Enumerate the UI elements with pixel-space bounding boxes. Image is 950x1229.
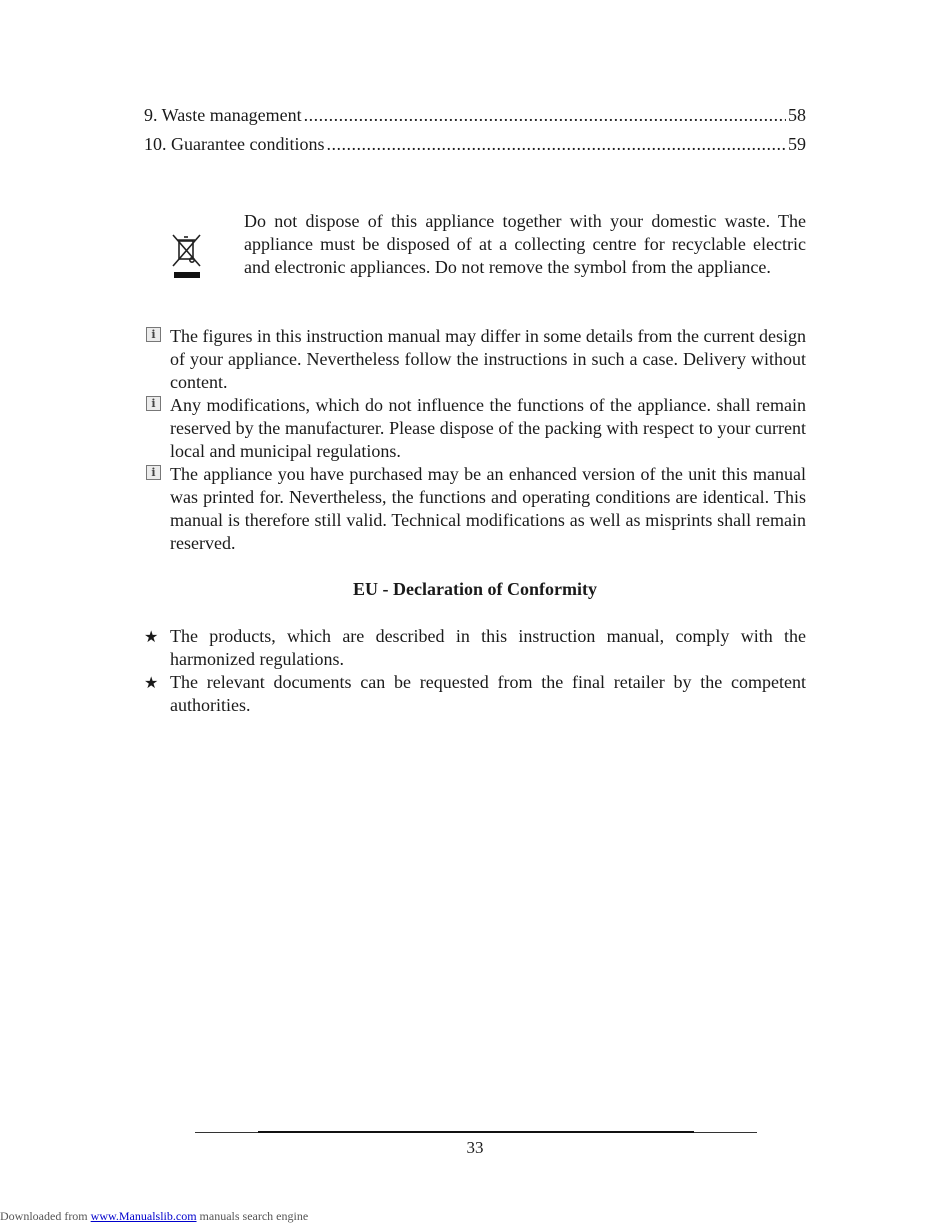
- waste-notice: [144, 210, 806, 279]
- download-prefix: Downloaded from: [0, 1209, 88, 1223]
- footer-rule-accent: [258, 1131, 694, 1133]
- conformity-list: [144, 625, 806, 717]
- toc-page: 58: [788, 105, 806, 125]
- star-icon: ★: [144, 627, 159, 646]
- waste-notice-text: Do not dispose of this appliance together with your domestic waste. The appliance must be disposed of at a collecting centre for recyclable electric and electronic appliances. Do not remove the symbol from the appliance.: [244, 211, 806, 277]
- note-text: Any modifications, which do not influence the functions of the appliance. shall remain reserved by the manufacturer. Please dispose of the packing with respect to your current local and municipal regulations.: [170, 395, 806, 461]
- manualslib-link[interactable]: www.Manualslib.com: [90, 1209, 197, 1223]
- toc-label: 9. Waste management: [144, 105, 302, 125]
- info-icon: i: [146, 396, 161, 411]
- note-item: [144, 463, 806, 555]
- note-text: The appliance you have purchased may be an enhanced version of the unit this manual was printed for. Nevertheless, the functions and operating conditions are identical. This manual is therefore still valid. Technical modifications as well as misprints shall remain reserved.: [170, 464, 806, 553]
- toc-label: 10. Guarantee conditions: [144, 134, 325, 154]
- toc-entry: [144, 132, 806, 156]
- note-item: [144, 394, 806, 463]
- toc-leader: [304, 103, 786, 127]
- conformity-item: [144, 625, 806, 671]
- conformity-item: [144, 671, 806, 717]
- crossed-out-wheelie-bin-icon: [170, 232, 204, 282]
- conformity-text: The products, which are described in this instruction manual, comply with the harmonized regulations.: [170, 626, 806, 669]
- toc-leader: [326, 132, 786, 156]
- conformity-text: The relevant documents can be requested from the final retailer by the competent authorities.: [170, 672, 806, 715]
- star-icon: ★: [144, 673, 159, 692]
- info-icon: i: [146, 327, 161, 342]
- download-note: [0, 1208, 308, 1224]
- note-list: [144, 325, 806, 555]
- info-icon: i: [146, 465, 161, 480]
- download-suffix: manuals search engine: [199, 1209, 309, 1223]
- toc-entry: [144, 103, 806, 127]
- note-text: The figures in this instruction manual may differ in some details from the current design of your appliance. Nevertheless follow the instructions in such a case. Delivery without content.: [170, 326, 806, 392]
- conformity-heading: EU - Declaration of Conformity: [353, 579, 597, 599]
- table-of-contents: [144, 103, 806, 156]
- toc-page: 59: [788, 134, 806, 154]
- page-number: 33: [466, 1138, 484, 1157]
- note-item: [144, 325, 806, 394]
